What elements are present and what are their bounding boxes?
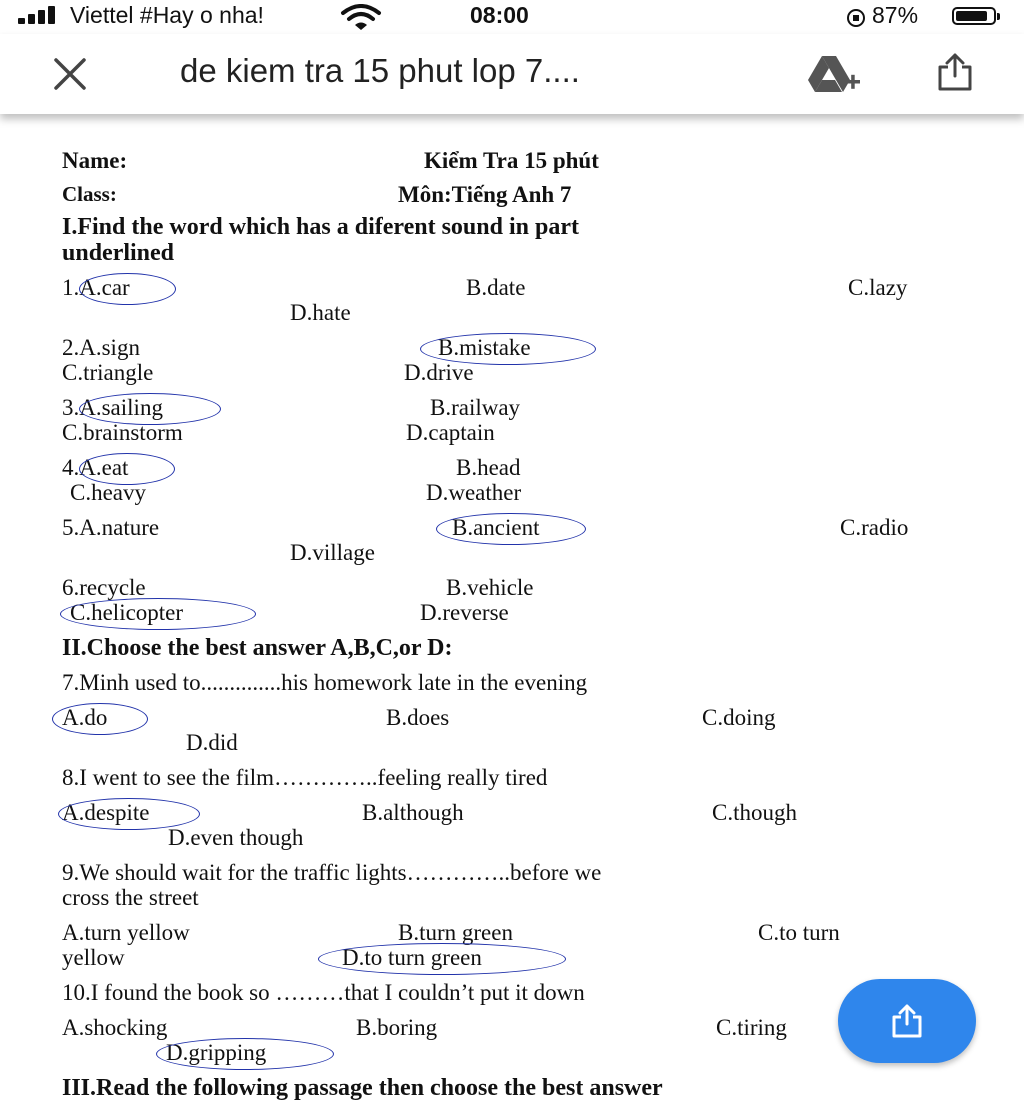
q4-option-d: D.weather xyxy=(426,480,522,505)
q9-option-c-cont: yellow xyxy=(62,945,125,970)
share-icon[interactable] xyxy=(935,52,975,92)
battery-icon xyxy=(952,7,996,25)
q8-option-b: B.although xyxy=(362,800,464,825)
q9-option-a: A.turn yellow xyxy=(62,920,190,945)
q9-question-cont: cross the street xyxy=(62,885,199,910)
q10-option-c: C.tiring xyxy=(716,1015,787,1040)
q8-option-a: A.despite xyxy=(62,800,150,825)
q6-option-d: D.reverse xyxy=(420,600,509,625)
answer-circle xyxy=(318,943,566,975)
q4-option-c: C.heavy xyxy=(70,480,147,505)
q2-option-a: 2.A.sign xyxy=(62,335,140,360)
q6-option-a: 6.recycle xyxy=(62,575,146,600)
battery-percent: 87% xyxy=(872,2,919,28)
test-title: Kiểm Tra 15 phút xyxy=(424,148,599,173)
section-2-heading: II.Choose the best answer A,B,C,or D: xyxy=(62,635,453,661)
q9-option-b: B.turn green xyxy=(398,920,513,945)
q7-option-c: C.doing xyxy=(702,705,776,730)
q8-option-d: D.even though xyxy=(168,825,304,850)
section-3-heading: III.Read the following passage then choose the best answer xyxy=(62,1075,663,1101)
q7-option-d: D.did xyxy=(186,730,238,755)
answer-circle xyxy=(52,703,148,735)
q9-option-d: D.to turn green xyxy=(342,945,482,970)
q2-option-c: C.triangle xyxy=(62,360,154,385)
signal-icon xyxy=(18,6,62,24)
q1-option-d: D.hate xyxy=(290,300,351,325)
q10-option-a: A.shocking xyxy=(62,1015,168,1040)
q8-option-c: C.though xyxy=(712,800,797,825)
q7-option-a: A.do xyxy=(62,705,108,730)
q10-option-b: B.boring xyxy=(356,1015,438,1040)
share-fab-button[interactable] xyxy=(838,979,976,1063)
subject-label: Môn:Tiếng Anh 7 xyxy=(398,182,572,207)
section-1-heading: I.Find the word which has a diferent sound in part xyxy=(62,214,579,240)
q2-option-d: D.drive xyxy=(404,360,474,385)
name-label: Name: xyxy=(62,148,128,173)
q3-option-b: B.railway xyxy=(430,395,521,420)
q1-option-c: C.lazy xyxy=(848,275,908,300)
q5-option-d: D.village xyxy=(290,540,375,565)
q4-option-a: 4.A.eat xyxy=(62,455,129,480)
share-icon xyxy=(889,1003,925,1039)
status-bar xyxy=(0,0,1024,34)
q5-option-a: 5.A.nature xyxy=(62,515,160,540)
q1-option-b: B.date xyxy=(466,275,526,300)
q6-option-c: C.helicopter xyxy=(70,600,184,625)
clock: 08:00 xyxy=(470,2,529,28)
close-icon[interactable] xyxy=(52,56,88,92)
q9-option-c: C.to turn xyxy=(758,920,840,945)
answer-circle xyxy=(60,598,256,630)
answer-circle xyxy=(156,1038,334,1070)
document-title: de kiem tra 15 phut lop 7.... xyxy=(180,52,580,89)
q2-option-b: B.mistake xyxy=(438,335,531,360)
q1-option-a: 1.A.car xyxy=(62,275,130,300)
add-to-drive-icon[interactable] xyxy=(808,54,860,94)
document-page xyxy=(0,114,1024,1101)
answer-circle xyxy=(79,273,176,305)
wifi-icon xyxy=(340,4,382,30)
q7-option-b: B.does xyxy=(386,705,450,730)
q4-option-b: B.head xyxy=(456,455,521,480)
q6-option-b: B.vehicle xyxy=(446,575,534,600)
q3-option-c: C.brainstorm xyxy=(62,420,183,445)
q5-option-b: B.ancient xyxy=(452,515,540,540)
class-label: Class: xyxy=(62,182,117,206)
q8-question: 8.I went to see the film…………..feeling really tired xyxy=(62,765,548,790)
q9-question: 9.We should wait for the traffic lights…………..before we xyxy=(62,860,602,885)
carrier-label: Viettel #Hay o nha! xyxy=(70,2,264,28)
answer-circle xyxy=(436,513,586,545)
orientation-lock-icon xyxy=(846,8,866,28)
q10-option-d: D.gripping xyxy=(166,1040,267,1065)
q10-question: 10.I found the book so ………that I couldn’t put it down xyxy=(62,980,585,1005)
section-1-heading-cont: underlined xyxy=(62,240,175,266)
q7-question: 7.Minh used to..............his homework late in the evening xyxy=(62,670,588,695)
app-bar xyxy=(0,34,1024,114)
q5-option-c: C.radio xyxy=(840,515,909,540)
q3-option-d: D.captain xyxy=(406,420,495,445)
q3-option-a: 3.A.sailing xyxy=(62,395,163,420)
